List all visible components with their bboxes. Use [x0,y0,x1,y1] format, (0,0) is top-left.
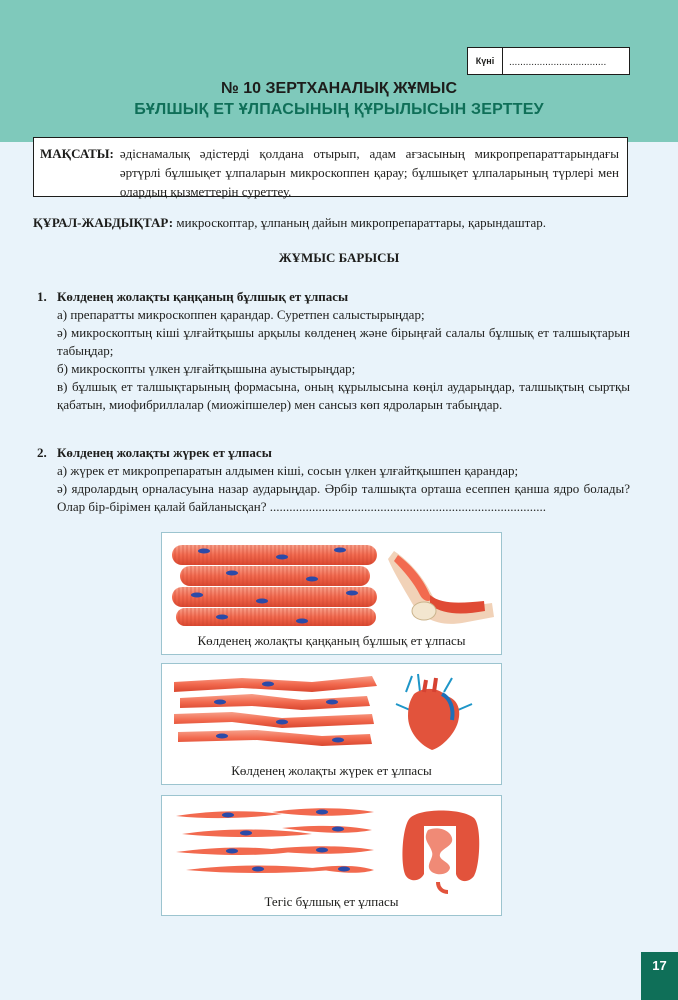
equipment-text: микроскоптар, ұлпаның дайын микропрепараттары, қарындаштар. [173,215,547,230]
skeletal-fibers [172,545,377,626]
lab-work-subtitle: БҰЛШЫҚ ЕТ ҰЛПАСЫНЫҢ ҚҰРЫЛЫСЫН ЗЕРТТЕУ [134,101,544,118]
equipment-label: ҚҰРАЛ-ЖАБДЫҚТАР: [33,215,174,230]
lab-work-title: № 10 ЗЕРТХАНАЛЫҚ ЖҰМЫС [221,80,457,97]
figure-smooth-muscle [161,795,502,916]
section-number: 2. [37,445,47,460]
step-item: а) препаратты микроскоппен қарандар. Суретпен салыстырыңдар; [57,307,425,322]
section-title [37,288,630,306]
figure-cardiac-muscle [161,663,502,785]
cardiac-fibers [174,676,377,746]
page-number: 17 [641,952,678,1000]
date-box [467,47,630,75]
section-title-text: Көлденең жолақты қаңқаның бұлшық ет ұлпасы [57,289,349,304]
figure-caption: Тегіс бұлшық ет ұлпасы [264,894,399,909]
nuclei [222,810,350,872]
date-field[interactable]: ................................... [509,57,607,68]
section-number: 1. [37,289,47,304]
skeletal-muscle-illustration [162,533,501,633]
smooth-fibers [176,808,374,873]
equipment-line [33,215,633,231]
section-title [37,444,630,462]
figure-caption: Көлденең жолақты жүрек ет ұлпасы [231,763,432,778]
figure-caption: Көлденең жолақты қаңқаның бұлшық ет ұлпасы [197,633,466,648]
step-item: а) жүрек ет микропрепаратын алдымен кіші, сосын үлкен ұлғайтқышпен қарандар; [57,463,519,478]
step-item: ә) микроскоптың кіші ұлғайтқышы арқылы көлденең және бірыңғай салалы бұлшық ет талшықтарын табыңдар; [57,325,630,358]
smooth-muscle-illustration [162,796,501,894]
step-item: в) бұлшық ет талшықтарының формасына, оның құрылысына көңіл аударыңдар, талшықтың сыртқы қабатын, миофибриллалар (миожіпшелер) мен сансыз көп ядроларын табыңдар. [57,379,630,412]
intestine-icon [403,811,480,893]
goal-text: әдіснамалық әдістерді қолдана отырып, адам ағзасының микропрепараттарындағы әртүрлі бұлшықет ұлпаларын микроскоппен қарау; бұлшықет ұлпаларының түрлері мен олардың қызметтерін суреттеу. [119,146,619,199]
progress-heading: ЖҰМЫС БАРЫСЫ [278,250,400,265]
date-label: Күні [468,48,503,74]
step-item: б) микроскопты үлкен ұлғайтқышына ауыстырыңдар; [57,361,356,376]
figure-skeletal-muscle [161,532,502,655]
step-item: ә) ядролардың орналасуына назар аударыңдар. Әрбір талшықта орташа есеппен қанша ядро болады? Олар бір-бірімен қалай байланысқан? ..................................................................................... [57,481,630,514]
section-2 [37,444,630,516]
section-1 [37,288,630,414]
goal-box [33,137,628,197]
goal-label: МАҚСАТЫ: [40,146,114,161]
cardiac-muscle-illustration [162,664,501,762]
heart-icon [396,674,472,750]
arm-muscle-icon [388,551,494,624]
section-title-text: Көлденең жолақты жүрек ет ұлпасы [57,445,272,460]
